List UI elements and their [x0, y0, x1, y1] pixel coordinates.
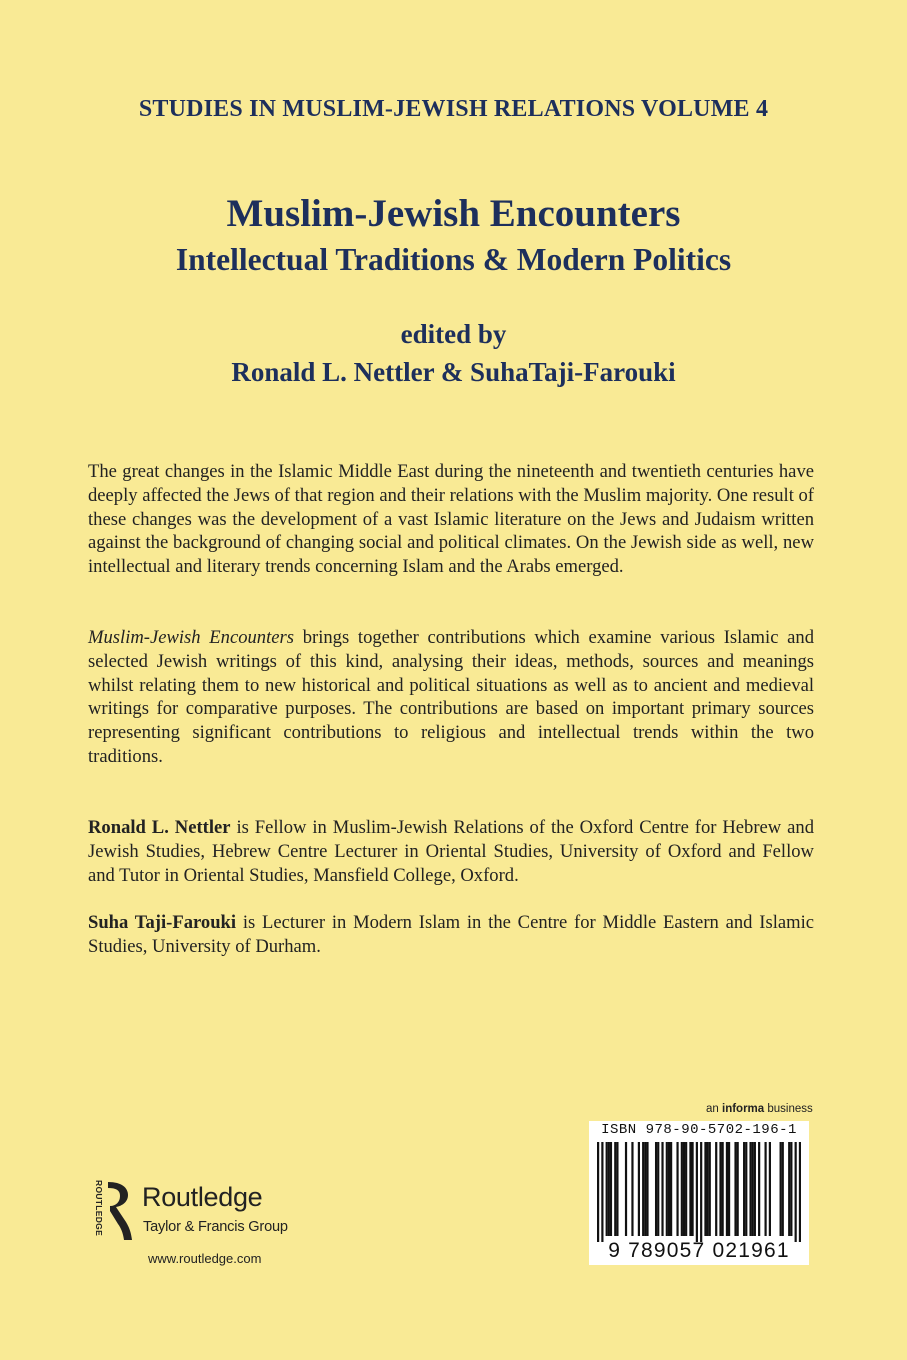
barcode-bar — [689, 1142, 691, 1236]
barcode-bar — [676, 1142, 678, 1236]
edited-by-label: edited by — [400, 319, 507, 349]
publisher-group: Taylor & Francis Group — [143, 1219, 288, 1235]
barcode-bar — [719, 1142, 721, 1236]
barcode-bar — [601, 1142, 603, 1242]
barcode-bar — [749, 1142, 751, 1236]
barcode-bar — [743, 1142, 745, 1236]
barcode-bar — [631, 1142, 633, 1236]
bio-taji-farouki — [88, 911, 814, 959]
book-title: Muslim-Jewish Encounters — [226, 192, 681, 235]
bio-text: is Fellow in Muslim-Jewish Relations of the Oxford Centre for Hebrew and Jewish Studies, Hebrew Centre Lecturer in Oriental Studies, University of Oxford and Fellow and Tutor in Oriental Studies, Mansfield College, Oxford. — [88, 817, 815, 886]
barcode-bar — [614, 1142, 616, 1236]
bio-name: Ronald L. Nettler — [88, 817, 231, 838]
barcode-bar — [799, 1142, 801, 1242]
barcode-bar — [606, 1142, 608, 1236]
barcode-bar — [696, 1142, 698, 1242]
barcode-bar — [642, 1142, 644, 1236]
publisher-name: Routledge — [142, 1182, 263, 1212]
barcode-bar — [625, 1142, 627, 1236]
barcode-bar — [764, 1142, 766, 1236]
barcode — [589, 1121, 809, 1265]
bio-text: is Lecturer in Modern Islam in the Centre for Middle Eastern and Islamic Studies, University of Durham. — [88, 912, 814, 957]
editors-names: Ronald L. Nettler & SuhaTaji-Farouki — [231, 357, 676, 387]
barcode-bar — [610, 1142, 612, 1236]
barcode-bar — [769, 1142, 771, 1236]
barcode-bar — [707, 1142, 709, 1236]
barcode-bar — [709, 1142, 711, 1236]
blurb-book-title: Muslim-Jewish Encounters — [88, 627, 294, 648]
barcode-bar — [691, 1142, 693, 1236]
barcode-bar — [616, 1142, 618, 1236]
barcode-bar — [668, 1142, 670, 1236]
informa-brand: informa — [722, 1103, 765, 1115]
bio-name: Suha Taji-Farouki — [88, 912, 237, 933]
barcode-bar — [754, 1142, 756, 1236]
barcode-bar — [683, 1142, 685, 1236]
barcode-bar — [681, 1142, 683, 1236]
barcode-bar — [758, 1142, 760, 1236]
barcode-digits: 9 789057 021961 — [608, 1239, 790, 1262]
barcode-bar — [685, 1142, 687, 1236]
barcode-bar — [782, 1142, 784, 1236]
barcode-bar — [657, 1142, 659, 1236]
routledge-mark-icon — [104, 1180, 134, 1242]
barcode-bar — [608, 1142, 610, 1236]
barcode-bar — [597, 1142, 599, 1242]
barcode-bars — [597, 1142, 801, 1242]
barcode-bar — [726, 1142, 728, 1236]
barcode-bar — [728, 1142, 730, 1236]
publisher-website: www.routledge.com — [148, 1251, 262, 1266]
barcode-bar — [704, 1142, 706, 1236]
informa-suffix: business — [764, 1103, 813, 1115]
blurb-paragraph-2 — [88, 626, 814, 769]
barcode-bar — [670, 1142, 672, 1236]
series-title: STUDIES IN MUSLIM-JEWISH RELATIONS VOLUME 4 — [138, 96, 769, 122]
barcode-bar — [715, 1142, 717, 1236]
barcode-bar — [788, 1142, 790, 1236]
barcode-bar — [752, 1142, 754, 1236]
barcode-bar — [722, 1142, 724, 1236]
isbn-label: ISBN 978-90-5702-196-1 — [601, 1122, 797, 1138]
barcode-bar — [734, 1142, 736, 1236]
blurb-paragraph-1: The great changes in the Islamic Middle East during the nineteenth and twentieth centuries have deeply affected the Jews of that region and their relations with the Muslim majority. One result of these changes was the development of a vast Islamic literature on the Jews and Judaism written against the background of changing social and political climates. On the Jewish side as well, new intellectual and literary trends concerning Islam and the Arabs emerged. — [88, 461, 814, 578]
barcode-bar — [700, 1142, 702, 1242]
barcode-bar — [666, 1142, 668, 1236]
informa-tagline — [706, 1103, 813, 1115]
blurb-paragraph-2-text: brings together contributions which examine various Islamic and selected Jewish writings of this kind, analysing their ideas, methods, sources and meanings whilst relating them to new historical and political situations as well as to ancient and medieval writings for comparative purposes. The contributions are based on important primary sources representing significant contributions to religious and intellectual trends within the two traditions. — [88, 627, 815, 767]
barcode-bar — [790, 1142, 792, 1236]
publisher-vertical-text: ROUTLEDGE — [94, 1180, 104, 1237]
barcode-bar — [638, 1142, 640, 1236]
barcode-bar — [655, 1142, 657, 1236]
informa-prefix: an — [706, 1103, 722, 1115]
barcode-bar — [644, 1142, 646, 1236]
barcode-bar — [745, 1142, 747, 1236]
barcode-bar — [661, 1142, 663, 1236]
bio-nettler — [88, 816, 814, 887]
book-subtitle: Intellectual Traditions & Modern Politics — [175, 242, 732, 277]
barcode-bar — [737, 1142, 739, 1236]
barcode-bar — [795, 1142, 797, 1242]
barcode-bar — [780, 1142, 782, 1236]
barcode-bar — [646, 1142, 648, 1236]
